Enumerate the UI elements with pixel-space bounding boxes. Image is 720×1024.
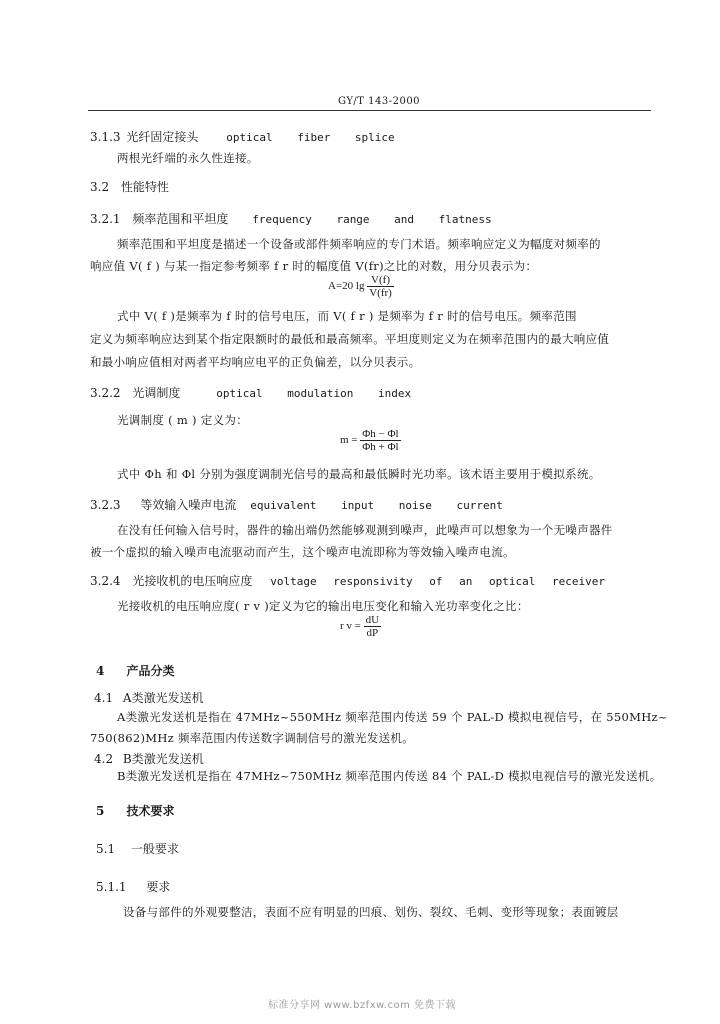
section-title-zh: 光调制度 xyxy=(132,386,181,400)
formula-numerator: V(f) xyxy=(367,274,394,287)
paragraph-line: 响应值 V( f ) 与某一指定参考频率 f r 时的幅度值 V(fr)之比的对数，用分贝表示为： xyxy=(90,259,538,273)
section-title: B类激光发送机 xyxy=(122,752,204,766)
section-title-en: frequency range and flatness xyxy=(252,213,492,226)
section-number: 3.2.1 xyxy=(90,212,121,226)
section-number: 3.2.3 xyxy=(90,498,121,512)
section-number: 3.2.4 xyxy=(90,574,121,588)
formula-lhs: r v = xyxy=(340,620,361,633)
section-number: 4.2 xyxy=(94,752,114,766)
formula-frequency-response xyxy=(328,274,394,299)
paragraph-line: 光调制度 ( m ) 定义为： xyxy=(117,413,248,427)
formula-fraction xyxy=(367,274,394,299)
standard-number: GY/T 143-2000 xyxy=(338,96,421,107)
section-number: 3.2.2 xyxy=(90,386,121,400)
formula-denominator: Φh + Φl xyxy=(362,441,399,453)
paragraph-line: 定义为频率响应达到某个指定限额时的最低和最高频率。平坦度则定义为在频率范围内的最大响应值 xyxy=(90,332,610,346)
footer-watermark: 标准分享网 www.bzfxw.com 免费下载 xyxy=(268,1000,456,1011)
section-title-en: optical fiber splice xyxy=(226,131,395,144)
section-title-zh: 光接收机的电压响应度 xyxy=(132,574,253,588)
paragraph-line: 光接收机的电压响应度( r v )定义为它的输出电压变化和输入光功率变化之比： xyxy=(117,599,529,613)
formula-fraction xyxy=(364,614,381,639)
section-3-1-3-heading xyxy=(90,128,395,145)
section-number: 4 xyxy=(96,664,105,678)
paragraph-line: 和最小响应值相对两者平均响应电平的正负偏差，以分贝表示。 xyxy=(90,355,421,369)
section-title: 性能特性 xyxy=(120,180,169,194)
section-number: 5.1 xyxy=(96,842,116,856)
formula-fraction xyxy=(360,428,400,453)
section-title-en: equivalent input noise current xyxy=(250,499,503,512)
paragraph-line: A类激光发送机是指在 47MHz~550MHz 频率范围内传送 59 个 PAL-D 模拟电视信号，在 550MHz~ xyxy=(117,710,668,724)
section-3-2-3-heading xyxy=(90,496,503,513)
paragraph-line: 式中 V( f )是频率为 f 时的信号电压，而 V( f r ) 是频率为 f r 时的信号电压。频率范围 xyxy=(117,309,577,323)
section-5-1-1-heading xyxy=(96,878,170,895)
section-title-zh: 光纤固定接头 xyxy=(126,130,199,144)
section-number: 3.1.3 xyxy=(90,130,121,144)
section-5-heading xyxy=(96,802,175,819)
section-3-2-4-heading xyxy=(90,572,605,589)
section-number: 5 xyxy=(96,804,105,818)
formula-denominator: dP xyxy=(366,627,379,639)
section-3-2-heading xyxy=(90,178,169,195)
paragraph-line: 750(862)MHz 频率范围内传送数字调制信号的激光发送机。 xyxy=(90,731,414,745)
formula-lhs: A=20 lg xyxy=(328,280,365,293)
formula-voltage-responsivity xyxy=(340,614,381,639)
section-title: 要求 xyxy=(146,880,171,894)
section-number: 3.2 xyxy=(90,180,110,194)
paragraph-line: 频率范围和平坦度是描述一个设备或部件频率响应的专门术语。频率响应定义为幅度对频率的 xyxy=(117,237,601,251)
header-rule xyxy=(88,110,651,111)
section-title-zh: 频率范围和平坦度 xyxy=(132,212,229,226)
section-3-2-1-heading xyxy=(90,210,492,227)
formula-lhs: m = xyxy=(340,434,358,447)
paragraph-line: 在没有任何输入信号时，器件的输出端仍然能够观测到噪声，此噪声可以想象为一个无噪声器件 xyxy=(117,523,613,537)
formula-modulation-index xyxy=(340,428,401,453)
section-5-1-heading xyxy=(96,840,179,857)
section-title: A类激光发送机 xyxy=(122,691,204,705)
section-title: 技术要求 xyxy=(126,804,175,818)
paragraph-line: 式中 Φh 和 Φl 分别为强度调制光信号的最高和最低瞬时光功率。该术语主要用于模拟系统。 xyxy=(117,467,601,481)
section-title: 一般要求 xyxy=(130,842,179,856)
section-title-zh: 等效输入噪声电流 xyxy=(140,498,237,512)
section-4-1-heading xyxy=(94,689,204,706)
formula-numerator: dU xyxy=(365,614,380,626)
paragraph-line: 设备与部件的外观要整洁，表面不应有明显的凹痕、划伤、裂纹、毛刺、变形等现象；表面镀层 xyxy=(123,905,619,919)
formula-denominator: V(fr) xyxy=(369,287,392,299)
section-title-en: voltage responsivity of an optical receiver xyxy=(270,575,605,588)
section-number: 5.1.1 xyxy=(96,880,127,894)
section-3-1-3-definition: 两根光纤端的永久性连接。 xyxy=(117,151,259,165)
section-4-2-heading xyxy=(94,750,204,767)
formula-numerator: Φh − Φl xyxy=(362,428,399,440)
section-3-2-2-heading xyxy=(90,384,411,401)
section-title-en: optical modulation index xyxy=(216,387,412,400)
paragraph-line: 被一个虚拟的输入噪声电流驱动而产生，这个噪声电流即称为等效输入噪声电流。 xyxy=(90,545,515,559)
section-number: 4.1 xyxy=(94,691,114,705)
section-4-heading xyxy=(96,662,175,679)
paragraph-line: B类激光发送机是指在 47MHz~750MHz 频率范围内传送 84 个 PAL-D 模拟电视信号的激光发送机。 xyxy=(117,769,662,783)
section-title: 产品分类 xyxy=(126,664,175,678)
